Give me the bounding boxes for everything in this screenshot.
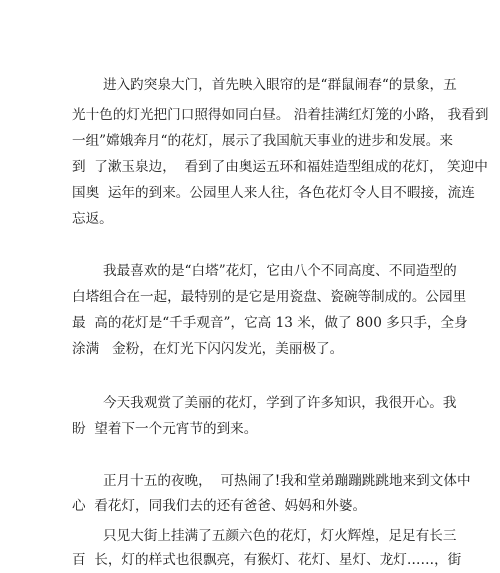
paragraph-5-line-2: 百 长，灯的样式也很飘亮，有猴灯、花灯、星灯、龙灯……，街: [72, 552, 462, 568]
paragraph-3-line-1: 今天我观赏了美丽的花灯，学到了许多知识，我很开心。我: [103, 395, 457, 411]
paragraph-1-line-1: 进入趵突泉大门，首先映入眼帘的是“群鼠闹春“的景象，五: [103, 77, 457, 93]
paragraph-1-line-4: 到 了漱玉泉边， 看到了由奥运五环和福娃造型组成的花灯， 笑迎中: [72, 159, 488, 175]
paragraph-3-line-2: 盼 望着下一个元宵节的到来。: [72, 421, 258, 437]
paragraph-5-line-1: 只见大街上挂满了五颜六色的花灯，灯火辉煌，足足有长三: [103, 528, 457, 544]
paragraph-1-line-6: 忘返。: [72, 211, 113, 227]
paragraph-2-line-1: 我最喜欢的是“白塔”花灯，它由八个不同高度、不同造型的: [103, 263, 457, 279]
paragraph-4-line-2: 心 看花灯，同我们去的还有爸爸、妈妈和外婆。: [72, 498, 367, 514]
paragraph-1-line-3: 一组”嫦娥奔月“的花灯，展示了我国航天事业的进步和发展。来: [72, 133, 453, 149]
paragraph-4-line-1: 正月十五的夜晚， 可热闹了!我和堂弟蹦蹦跳跳地来到文体中: [103, 473, 471, 489]
paragraph-1-line-2: 光十色的灯光把门口照得如同白昼。 沿着挂满红灯笼的小路， 我看到: [72, 107, 489, 123]
paragraph-2-line-4: 涂满 金粉，在灯光下闪闪发光，美丽极了。: [72, 341, 344, 357]
paragraph-2-line-3: 最 高的花灯是“千手观音”，它高 13 米，做了 800 多只手，全身: [72, 315, 468, 331]
paragraph-1-line-5: 国奥 运年的到来。公园里人来人往，各色花灯令人目不暇接，流连: [72, 185, 475, 201]
paragraph-2-line-2: 白塔组合在一起，最特别的是它是用瓷盘、瓷碗等制成的。公园里: [72, 289, 467, 305]
